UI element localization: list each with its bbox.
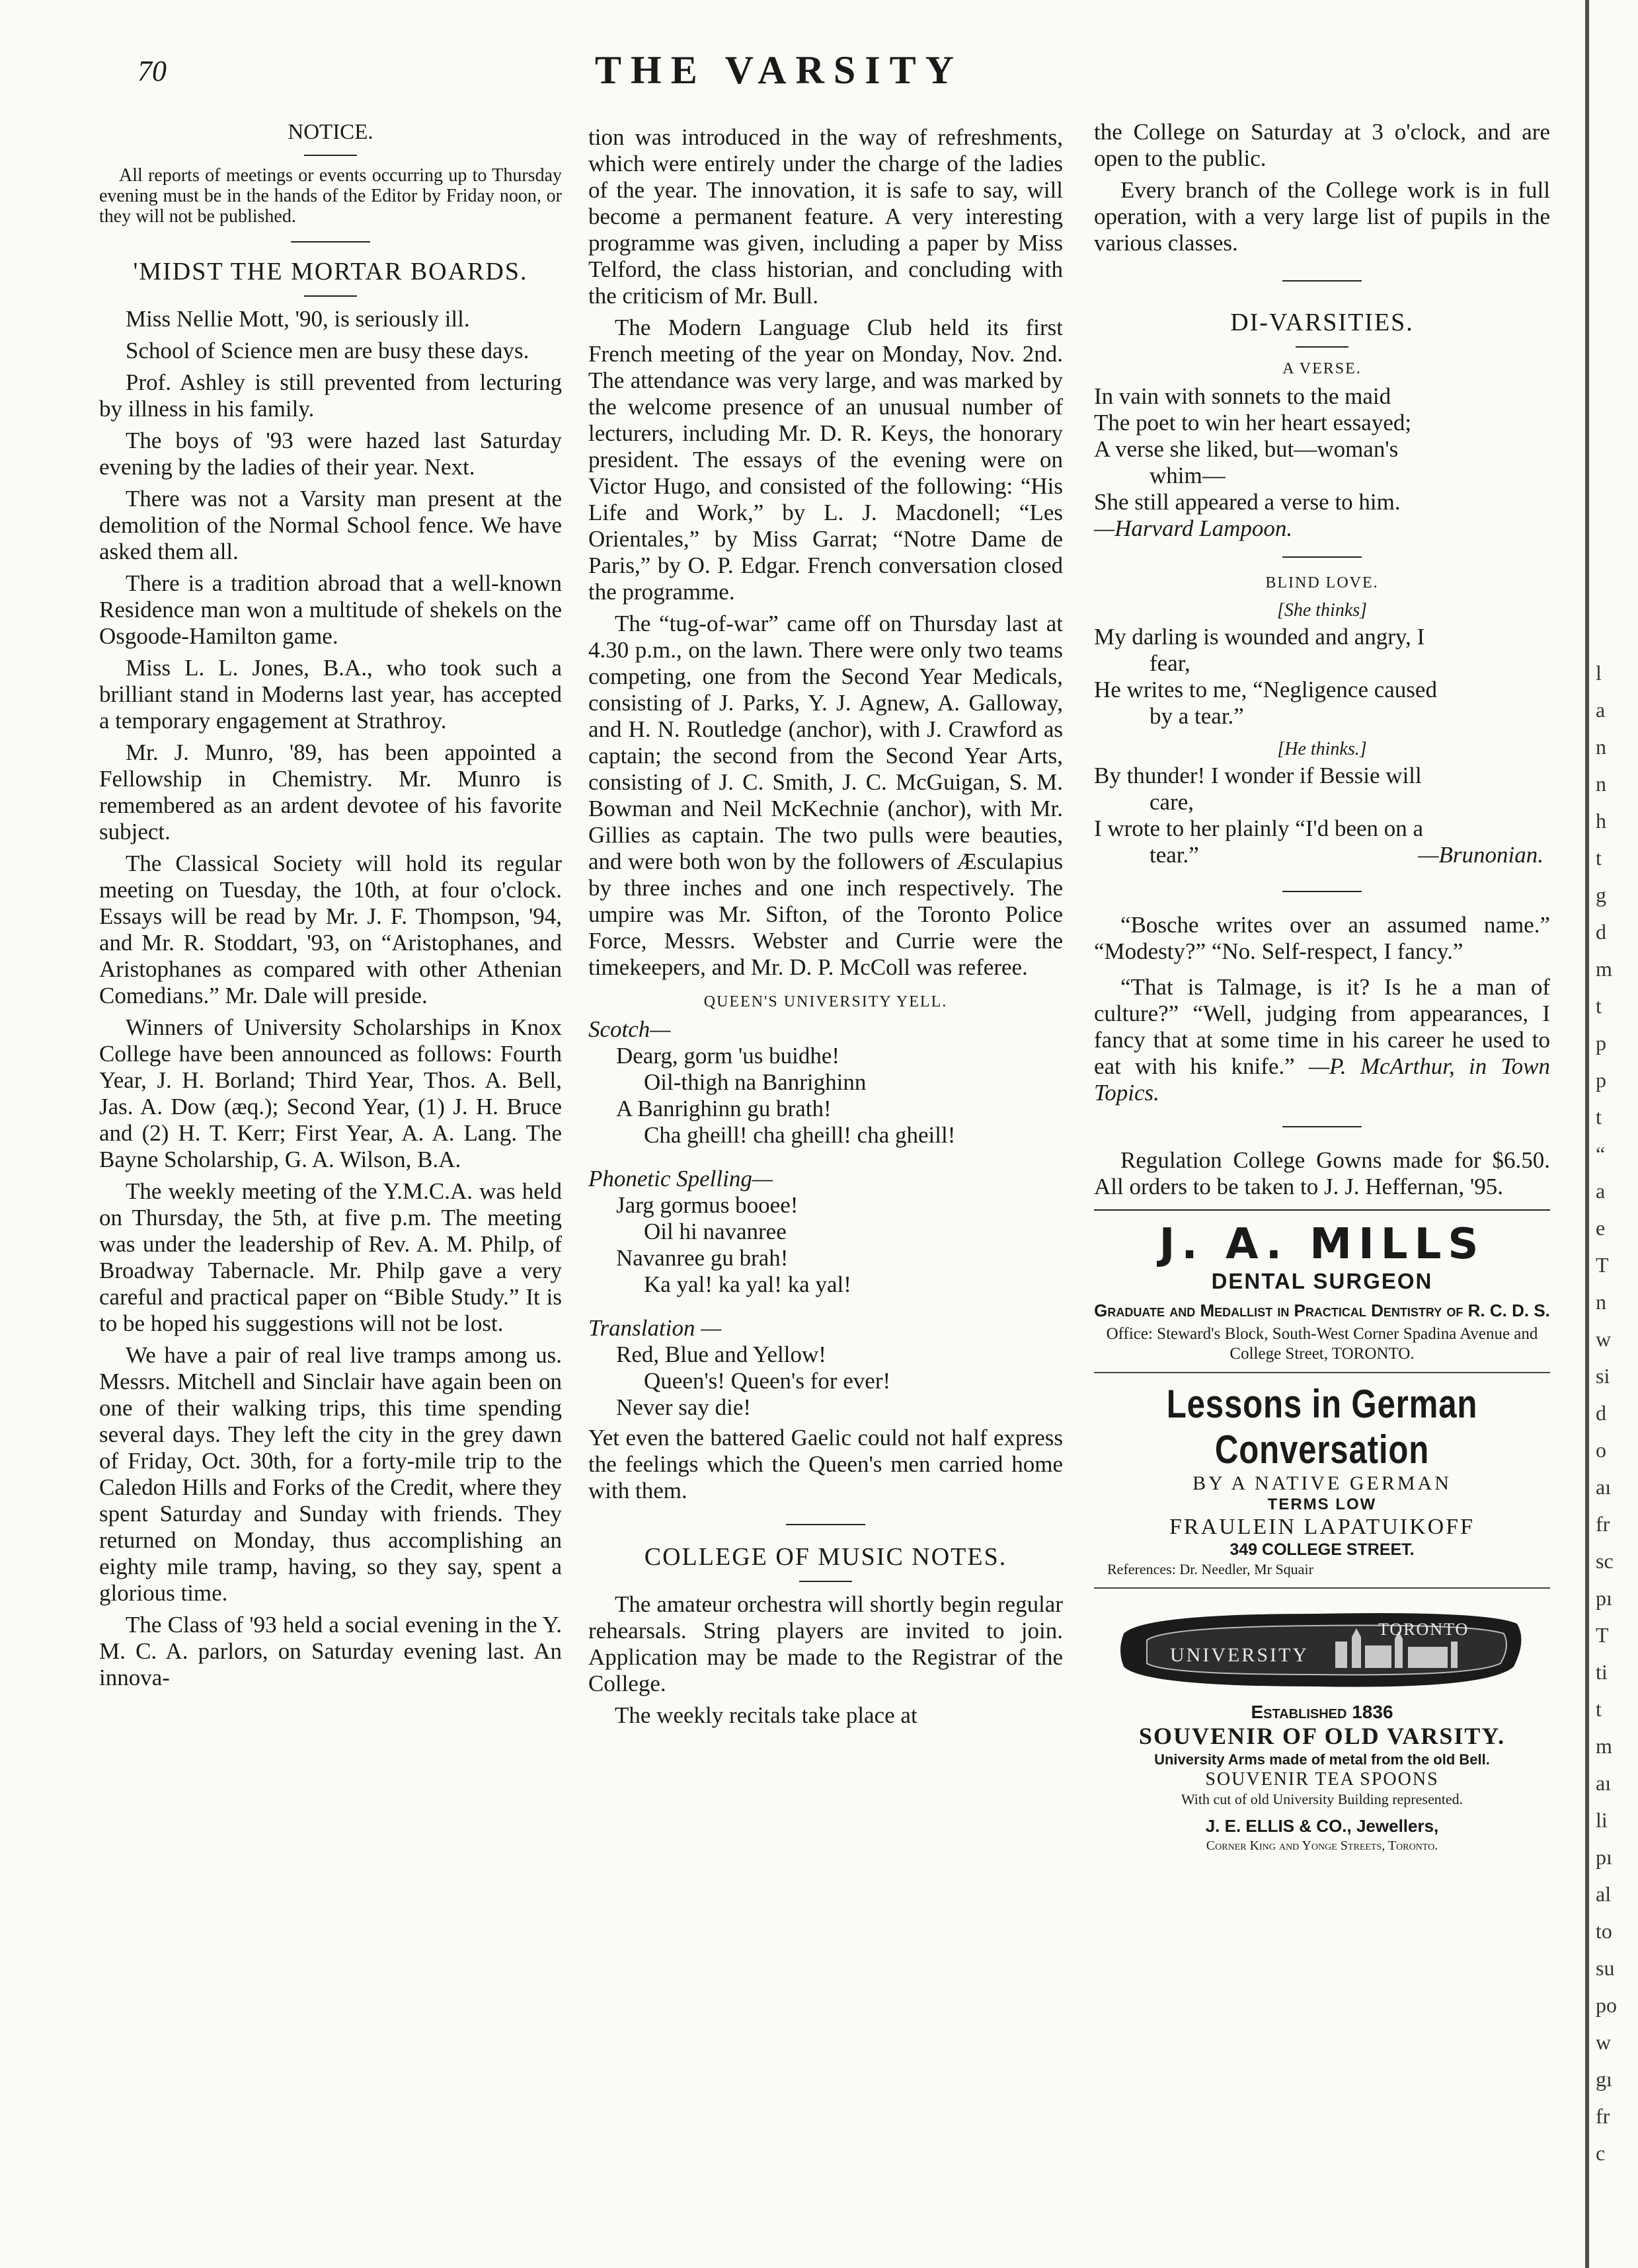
divider	[799, 1581, 852, 1582]
spoon-text-toronto: TORONTO	[1378, 1620, 1469, 1639]
yell-heading: QUEEN'S UNIVERSITY YELL.	[703, 993, 948, 1010]
edge-letter: po	[1596, 1993, 1617, 2017]
ad-souvenir-line: With cut of old University Building represented.	[1181, 1791, 1463, 1807]
music-continued: the College on Saturday at 3 o'clock, and are open to the public.	[1094, 119, 1550, 171]
yell-line: Oil hi navanree	[644, 1219, 787, 1244]
masthead: THE VARSITY	[595, 48, 963, 92]
edge-letter: to	[1596, 1919, 1612, 1943]
translation-lines	[588, 1342, 1063, 1421]
divider	[786, 1524, 865, 1525]
poem-line: My darling is wounded and angry, I	[1094, 624, 1425, 650]
edge-letter: n	[1596, 735, 1606, 759]
yell-line: Queen's! Queen's for ever!	[644, 1368, 891, 1394]
verse-credit: —Harvard Lampoon.	[1094, 515, 1293, 541]
yell-line: Cha gheill! cha gheill! cha gheill!	[644, 1122, 956, 1148]
edge-letter: g	[1596, 883, 1606, 907]
column-3	[1094, 119, 1550, 1856]
blind-love-heading: BLIND LOVE.	[1265, 574, 1379, 591]
edge-letter: fr	[1596, 2104, 1610, 2128]
phonetic-label: Phonetic Spelling—	[588, 1166, 773, 1191]
yell-closing: Yet even the battered Gaelic could not half express the feelings which the Queen's men carried home with them.	[588, 1425, 1063, 1503]
paragraph: Prof. Ashley is still prevented from lecturing by illness in his family.	[99, 369, 562, 422]
translation-label: Translation —	[588, 1315, 722, 1341]
edge-letter: a	[1596, 698, 1606, 722]
edge-letter: n	[1596, 772, 1606, 796]
poem-line: I wrote to her plainly “I'd been on a	[1094, 815, 1424, 841]
notice-heading: NOTICE.	[288, 120, 373, 144]
paragraph: The Classical Society will hold its regular meeting on Tuesday, the 10th, at four o'clock. Essays will be read by Mr. J. F. Thompson, '94, and Mr. R. Stoddart, '93, on “Aristophanes, and Aristophanes as compared with other Athenian Comedians.” Mr. Dale will preside.	[99, 850, 562, 1008]
ad-border	[1094, 1372, 1550, 1373]
edge-letter: T	[1596, 1623, 1609, 1647]
edge-letter: a	[1596, 1179, 1606, 1203]
ad-souvenir-line: University Arms made of metal from the old Bell.	[1154, 1751, 1490, 1768]
edge-letter: ti	[1596, 1660, 1608, 1684]
edge-letter: su	[1596, 1956, 1615, 1980]
yell-block	[588, 1016, 1063, 1421]
divider	[304, 155, 357, 156]
poem-line: by a tear.”	[1150, 703, 1244, 729]
joke	[1094, 974, 1550, 1106]
music-paragraph: The amateur orchestra will shortly begin regular rehearsals. String players are invited to join. Application may be made to the Registrar of the College.	[588, 1591, 1063, 1696]
yell-line: Never say die!	[616, 1394, 752, 1420]
divider	[1282, 1126, 1362, 1127]
edge-letter: si	[1596, 1364, 1610, 1388]
yell-line: A Banrighinn gu brath!	[616, 1096, 832, 1121]
poem-line-text: tear.”	[1150, 842, 1199, 868]
yell-line: Navanree gu brah!	[616, 1245, 789, 1271]
paragraph: School of Science men are busy these days.	[126, 338, 529, 363]
ad-german-references: References: Dr. Needler, Mr Squair	[1107, 1561, 1313, 1577]
poem-line: By thunder! I wonder if Bessie will	[1094, 763, 1422, 788]
news-items	[99, 306, 562, 1691]
joke: “Bosche writes over an assumed name.” “Modesty?” “No. Self-respect, I fancy.”	[1094, 912, 1550, 964]
divider	[304, 295, 357, 297]
divider	[1282, 556, 1362, 558]
edge-letter: pı	[1596, 1845, 1612, 1869]
ad-german-title: Lessons in German Conversation	[1166, 1382, 1478, 1472]
divarsities-title: DI-VARSITIES.	[1230, 309, 1414, 336]
stage-direction: [He thinks.]	[1277, 739, 1367, 759]
paragraph: Winners of University Scholarships in Knox College have been announced as follows: Fourth Year, J. H. Borland; Third Year, Thos. A. Bell, Jas. A. Dow (æq.); Second Year, (1) J. H. Bruce and (2) H. T. Kerr; First Year, A. A. Lang. The Bayne Scholarship, G. A. Wilson, B.A.	[99, 1014, 562, 1172]
edge-letter: aı	[1596, 1771, 1612, 1795]
joke-credit: —P. McArthur, in Town Topics.	[1094, 1053, 1551, 1106]
yell-line: Ka yal! ka yal! ka yal!	[644, 1271, 851, 1297]
edge-letter: t	[1596, 846, 1602, 870]
paragraph: The “tug-of-war” came off on Thursday last at 4.30 p.m., on the lawn. There were only two teams competing, one from the Second Year Medicals, consisting of J. Parks, Y. J. Agnew, A. Galloway, and H. N. Routledge (anchor), with J. Crawford as captain; the second from the Second Year Arts, consisting of J. C. Smith, J. C. McGuigan, S. M. Bowman and Neil McKechnie (anchor), with Mr. Gillies as captain. The two pulls were beauties, and were both won by the followers of Æsculapius by three inches and one inch respectively. The umpire was Mr. Sifton, of the Toronto Police Force, Messrs. Webster and Currie were the timekeepers, and Mr. D. P. McColl was referee.	[588, 611, 1063, 980]
ad-german-lessons	[1094, 1381, 1550, 1579]
edge-letter: p	[1596, 1031, 1606, 1055]
scotch-lines	[588, 1043, 1063, 1149]
edge-letter: al	[1596, 1882, 1612, 1906]
edge-letter: w	[1596, 2030, 1612, 2054]
joke-text: “That is Talmage, is it? Is he a man of culture?” “Well, judging from appearances, I fancy that at some time in his career he used to eat with his knife.”	[1094, 974, 1550, 1079]
paragraph: There is a tradition abroad that a well-known Residence man won a multitude of shekels on the Osgoode-Hamilton game.	[99, 570, 562, 649]
column-2	[588, 119, 1063, 1729]
paragraph: Miss Nellie Mott, '90, is seriously ill.	[126, 306, 470, 332]
edge-letter: t	[1596, 1105, 1602, 1129]
section-title: 'MIDST THE MORTAR BOARDS.	[133, 258, 528, 285]
music-paragraph: The weekly recitals take place at	[615, 1702, 917, 1728]
ad-border	[1094, 1587, 1550, 1589]
edge-letter: t	[1596, 994, 1602, 1018]
poem-line: fear,	[1150, 650, 1190, 676]
divider	[291, 241, 370, 243]
edge-letter: pı	[1596, 1586, 1612, 1610]
verse-poem	[1094, 383, 1550, 542]
ad-german-terms: TERMS LOW	[1267, 1495, 1377, 1513]
ad-border	[1094, 1209, 1550, 1211]
blind-love-credit: —Brunonian.	[1418, 842, 1543, 868]
gowns-notice: Regulation College Gowns made for $6.50. All orders to be taken to J. J. Heffernan, '95.	[1094, 1147, 1550, 1199]
edge-letter: e	[1596, 1216, 1606, 1240]
edge-letter: c	[1596, 2141, 1606, 2165]
edge-letter: “	[1596, 1142, 1606, 1166]
edge-letter: o	[1596, 1438, 1606, 1462]
edge-letter: m	[1596, 957, 1612, 981]
edge-letter: p	[1596, 1068, 1606, 1092]
paragraph: tion was introduced in the way of refreshments, which were entirely under the charge of the ladies of the year. The innovation, it is safe to say, will become a permanent feature. A very interesting programme was given, including a paper by Miss Telford, the class historian, and concluding with the criticism of Mr. Bull.	[588, 124, 1063, 309]
blind-love-poem	[1094, 597, 1550, 868]
music-title: COLLEGE OF MUSIC NOTES.	[644, 1543, 1007, 1571]
edge-letter: T	[1596, 1253, 1609, 1277]
poem-line: whim—	[1150, 463, 1226, 488]
paragraph: Miss L. L. Jones, B.A., who took such a brilliant stand in Moderns last year, has accepted a temporary engagement at Strathroy.	[99, 655, 562, 734]
spoon-engraving-image	[1117, 1601, 1527, 1700]
edge-letter: n	[1596, 1290, 1606, 1314]
spoon-text-university: UNIVERSITY	[1170, 1644, 1309, 1666]
poem-line	[1094, 842, 1550, 868]
edge-letter: m	[1596, 1734, 1612, 1758]
yell-line: Jarg gormus booee!	[616, 1192, 799, 1218]
poem-line: She still appeared a verse to him.	[1094, 489, 1401, 515]
yell-line: Dearg, gorm 'us buidhe!	[616, 1043, 840, 1069]
paragraph: There was not a Varsity man present at the demolition of the Normal School fence. We have asked them all.	[99, 486, 562, 564]
divider	[1282, 891, 1362, 892]
edge-letter: aı	[1596, 1475, 1612, 1499]
edge-letter: d	[1596, 1401, 1606, 1425]
stage-direction: [She thinks]	[1276, 600, 1368, 621]
edge-letter: t	[1596, 1697, 1602, 1721]
ad-souvenir-established: Established 1836	[1251, 1702, 1393, 1722]
ad-dentist	[1094, 1220, 1550, 1364]
edge-letter: h	[1596, 809, 1606, 833]
verse-heading: A VERSE.	[1282, 360, 1362, 377]
yell-line: Red, Blue and Yellow!	[616, 1342, 826, 1367]
paragraph: We have a pair of real live tramps among us. Messrs. Mitchell and Sinclair have again been on one of their walking trips, this time spending several days. They left the city in the grey dawn of Friday, Oct. 30th, for a forty-mile trip to the Caledon Hills and Forks of the Credit, where they spent Saturday and Sunday with friends. They returned on Monday, thus accomplishing an eighty mile tramp, having, so they say, spent a glorious time.	[99, 1342, 562, 1606]
ad-souvenir-jeweller: J. E. ELLIS & CO., Jewellers,	[1205, 1816, 1439, 1836]
edge-letter: l	[1596, 661, 1602, 685]
ad-dentist-office: Office: Steward's Block, South-West Corner Spadina Avenue and College Street, TORONTO.	[1106, 1325, 1538, 1363]
facing-page-edge	[1586, 0, 1638, 2268]
edge-letter: gı	[1596, 2067, 1612, 2091]
notice-text: All reports of meetings or events occurring up to Thursday evening must be in the hands of the Editor by Friday noon, or they will not be published.	[99, 165, 562, 227]
paragraph: The weekly meeting of the Y.M.C.A. was held on Thursday, the 5th, at five p.m. The meeting was under the leadership of Rev. A. M. Philp, of Broadway Tabernacle. Mr. Philp gave a very careful and practical paper on “Bible Study.” It is to be hoped his suggestions will not be lost.	[99, 1178, 562, 1336]
ad-dentist-title: DENTAL SURGEON	[1211, 1269, 1433, 1293]
music-continued: Every branch of the College work is in full operation, with a very large list of pupils in the various classes.	[1094, 177, 1550, 256]
page-number: 70	[137, 55, 167, 87]
divider	[1282, 280, 1362, 282]
poem-line: A verse she liked, but—woman's	[1094, 436, 1399, 462]
phonetic-lines	[588, 1192, 1063, 1298]
ad-german-sub: BY A NATIVE GERMAN	[1192, 1472, 1452, 1494]
ad-souvenir	[1094, 1601, 1550, 1856]
ad-souvenir-line: SOUVENIR TEA SPOONS	[1205, 1769, 1439, 1790]
paragraph: The Class of '93 held a social evening in the Y. M. C. A. parlors, on Saturday evening last. An innova-	[99, 1612, 562, 1690]
paragraph: The Modern Language Club held its first French meeting of the year on Monday, Nov. 2nd. The attendance was very large, and was marked by the welcome presence of an unusual number of lecturers, including Mr. D. R. Keys, the honorary president. The essays of the evening were on Victor Hugo, and consisted of the following: “His Life and Work,” by L. J. Macdonell; “Les Orientales,” by Miss Garrat; “Notre Dame de Paris,” by O. P. Edgar. French conversation closed the programme.	[588, 315, 1063, 605]
paragraph: The boys of '93 were hazed last Saturday evening by the ladies of their year. Next.	[99, 428, 562, 480]
poem-line: In vain with sonnets to the maid	[1094, 383, 1391, 409]
poem-line: The poet to win her heart essayed;	[1094, 410, 1412, 435]
poem-line: He writes to me, “Negligence caused	[1094, 677, 1437, 702]
edge-letter: fr	[1596, 1512, 1610, 1536]
divider	[1296, 346, 1348, 348]
edge-letter: d	[1596, 920, 1606, 944]
ad-souvenir-title: SOUVENIR OF OLD VARSITY.	[1138, 1723, 1506, 1749]
ad-german-address: 349 COLLEGE STREET.	[1229, 1540, 1415, 1559]
ad-dentist-credentials: Graduate and Medallist in Practical Dentistry of R. C. D. S.	[1094, 1301, 1550, 1320]
yell-line: Oil-thigh na Banrighinn	[644, 1069, 867, 1095]
column-1	[99, 119, 562, 1691]
ad-souvenir-address: Corner King and Yonge Streets, Toronto.	[1206, 1838, 1438, 1853]
edge-letter: sc	[1596, 1549, 1614, 1573]
ad-german-teacher: FRAULEIN LAPATUIKOFF	[1169, 1515, 1475, 1539]
news-items-continued	[588, 124, 1063, 981]
scotch-label: Scotch—	[588, 1016, 671, 1042]
ad-dentist-name: J. A. MILLS	[1159, 1220, 1485, 1269]
poem-line: care,	[1150, 789, 1194, 815]
edge-letter: li	[1596, 1808, 1608, 1832]
edge-letter: w	[1596, 1327, 1612, 1351]
paragraph: Mr. J. Munro, '89, has been appointed a Fellowship in Chemistry. Mr. Munro is remembered as an ardent devotee of his favorite subject.	[99, 739, 562, 845]
